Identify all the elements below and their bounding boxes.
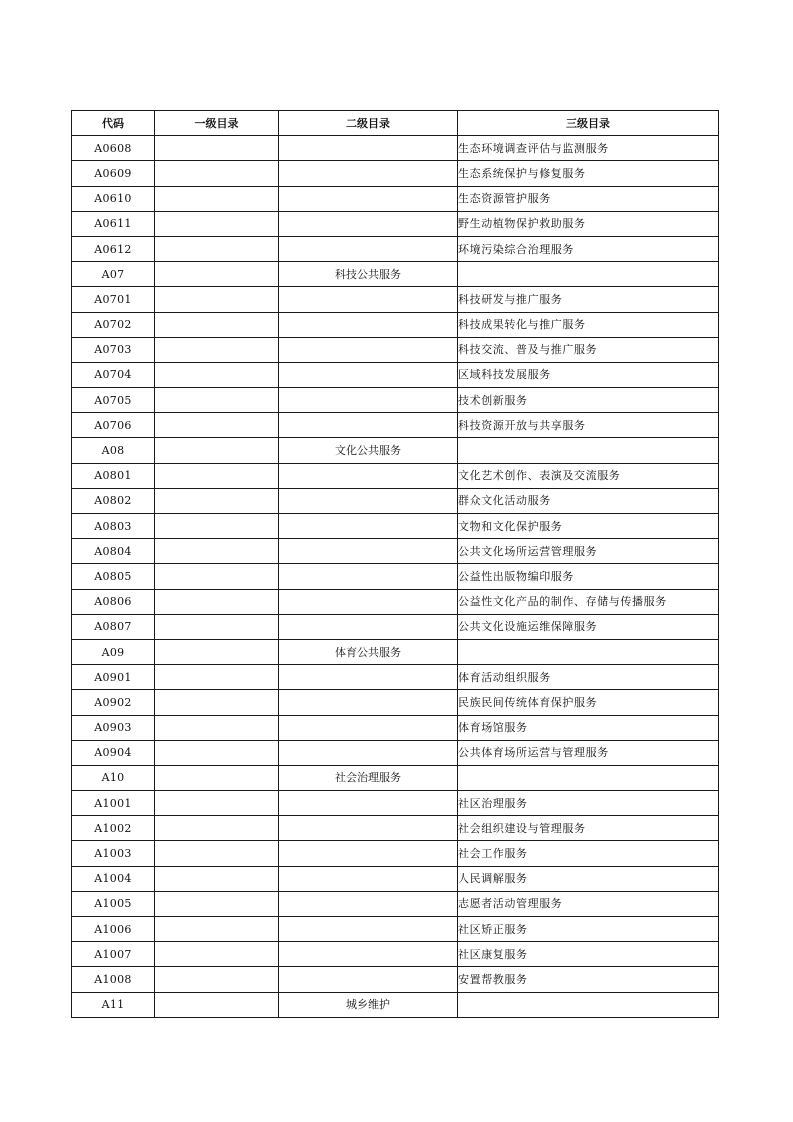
level3-cell: 生态环境调查评估与监测服务 xyxy=(458,136,719,161)
level2-cell xyxy=(279,791,458,816)
level3-cell: 民族民间传统体育保护服务 xyxy=(458,690,719,715)
table-row xyxy=(72,564,719,589)
level3-cell: 环境污染综合治理服务 xyxy=(458,236,719,261)
table-row xyxy=(72,665,719,690)
level1-cell xyxy=(155,211,279,236)
level1-cell xyxy=(155,765,279,790)
level1-cell xyxy=(155,690,279,715)
code-cell: A1004 xyxy=(72,866,155,891)
level3-cell: 野生动植物保护救助服务 xyxy=(458,211,719,236)
level1-cell xyxy=(155,186,279,211)
table-row xyxy=(72,337,719,362)
level1-cell xyxy=(155,589,279,614)
code-cell: A0701 xyxy=(72,287,155,312)
code-cell: A1007 xyxy=(72,942,155,967)
header-row xyxy=(72,111,719,136)
level3-cell: 文物和文化保护服务 xyxy=(458,514,719,539)
code-cell: A0807 xyxy=(72,614,155,639)
level2-cell xyxy=(279,236,458,261)
table-row xyxy=(72,136,719,161)
level3-cell: 科技交流、普及与推广服务 xyxy=(458,337,719,362)
level2-cell xyxy=(279,816,458,841)
table-row xyxy=(72,791,719,816)
level2-cell xyxy=(279,161,458,186)
level3-cell: 群众文化活动服务 xyxy=(458,488,719,513)
code-cell: A0704 xyxy=(72,362,155,387)
level3-cell: 公益性出版物编印服务 xyxy=(458,564,719,589)
code-cell: A0611 xyxy=(72,211,155,236)
code-cell: A0805 xyxy=(72,564,155,589)
level1-cell xyxy=(155,639,279,664)
level3-cell: 科技成果转化与推广服务 xyxy=(458,312,719,337)
table-row xyxy=(72,186,719,211)
header-level2: 二级目录 xyxy=(279,111,458,136)
level3-cell: 人民调解服务 xyxy=(458,866,719,891)
code-cell: A09 xyxy=(72,639,155,664)
level2-cell xyxy=(279,312,458,337)
level2-cell xyxy=(279,866,458,891)
table-row xyxy=(72,690,719,715)
level2-cell xyxy=(279,337,458,362)
header-code: 代码 xyxy=(72,111,155,136)
level1-cell xyxy=(155,514,279,539)
level3-cell xyxy=(458,639,719,664)
table-row xyxy=(72,236,719,261)
level2-cell xyxy=(279,891,458,916)
level2-cell xyxy=(279,589,458,614)
level2-cell xyxy=(279,740,458,765)
table-row xyxy=(72,161,719,186)
level3-cell: 生态资源管护服务 xyxy=(458,186,719,211)
level1-cell xyxy=(155,463,279,488)
level2-cell xyxy=(279,488,458,513)
level2-cell xyxy=(279,211,458,236)
table-row xyxy=(72,942,719,967)
code-cell: A0608 xyxy=(72,136,155,161)
table-header xyxy=(72,111,719,136)
code-cell: A1001 xyxy=(72,791,155,816)
table-row xyxy=(72,992,719,1017)
level2-cell: 城乡维护 xyxy=(279,992,458,1017)
level3-cell: 社会组织建设与管理服务 xyxy=(458,816,719,841)
table-row xyxy=(72,488,719,513)
level2-cell xyxy=(279,690,458,715)
level2-cell xyxy=(279,463,458,488)
level2-cell xyxy=(279,186,458,211)
table-body xyxy=(72,136,719,1018)
level1-cell xyxy=(155,614,279,639)
table-row xyxy=(72,614,719,639)
table-row xyxy=(72,917,719,942)
level3-cell: 生态系统保护与修复服务 xyxy=(458,161,719,186)
level2-cell xyxy=(279,514,458,539)
level3-cell: 安置帮教服务 xyxy=(458,967,719,992)
code-cell: A07 xyxy=(72,262,155,287)
level1-cell xyxy=(155,413,279,438)
level2-cell xyxy=(279,917,458,942)
level1-cell xyxy=(155,539,279,564)
code-cell: A0903 xyxy=(72,715,155,740)
level1-cell xyxy=(155,564,279,589)
level3-cell: 公益性文化产品的制作、存储与传播服务 xyxy=(458,589,719,614)
level3-cell xyxy=(458,438,719,463)
level2-cell xyxy=(279,665,458,690)
table-row xyxy=(72,312,719,337)
level1-cell xyxy=(155,715,279,740)
code-cell: A0804 xyxy=(72,539,155,564)
level3-cell: 科技研发与推广服务 xyxy=(458,287,719,312)
level1-cell xyxy=(155,388,279,413)
code-cell: A0901 xyxy=(72,665,155,690)
level1-cell xyxy=(155,791,279,816)
table-row xyxy=(72,816,719,841)
level3-cell: 公共文化场所运营管理服务 xyxy=(458,539,719,564)
level2-cell xyxy=(279,413,458,438)
table-row xyxy=(72,765,719,790)
level1-cell xyxy=(155,438,279,463)
level3-cell: 体育场馆服务 xyxy=(458,715,719,740)
table-row xyxy=(72,589,719,614)
level1-cell xyxy=(155,488,279,513)
level3-cell: 科技资源开放与共享服务 xyxy=(458,413,719,438)
level1-cell xyxy=(155,262,279,287)
level1-cell xyxy=(155,942,279,967)
level1-cell xyxy=(155,236,279,261)
code-cell: A0705 xyxy=(72,388,155,413)
table-row xyxy=(72,438,719,463)
level3-cell: 志愿者活动管理服务 xyxy=(458,891,719,916)
level2-cell: 社会治理服务 xyxy=(279,765,458,790)
table-row xyxy=(72,740,719,765)
code-cell: A11 xyxy=(72,992,155,1017)
code-cell: A0609 xyxy=(72,161,155,186)
level3-cell: 公共文化设施运维保障服务 xyxy=(458,614,719,639)
table-row xyxy=(72,211,719,236)
code-cell: A0612 xyxy=(72,236,155,261)
code-cell: A1005 xyxy=(72,891,155,916)
table-row xyxy=(72,362,719,387)
level1-cell xyxy=(155,967,279,992)
table-row xyxy=(72,287,719,312)
level3-cell xyxy=(458,262,719,287)
level3-cell: 技术创新服务 xyxy=(458,388,719,413)
table-row xyxy=(72,639,719,664)
table-row xyxy=(72,539,719,564)
level1-cell xyxy=(155,841,279,866)
level2-cell xyxy=(279,388,458,413)
code-cell: A0902 xyxy=(72,690,155,715)
level2-cell xyxy=(279,967,458,992)
level2-cell xyxy=(279,539,458,564)
code-cell: A1002 xyxy=(72,816,155,841)
table-row xyxy=(72,841,719,866)
level2-cell: 文化公共服务 xyxy=(279,438,458,463)
level2-cell xyxy=(279,362,458,387)
code-cell: A10 xyxy=(72,765,155,790)
level3-cell: 社区治理服务 xyxy=(458,791,719,816)
level2-cell xyxy=(279,942,458,967)
level1-cell xyxy=(155,362,279,387)
level2-cell xyxy=(279,614,458,639)
level2-cell xyxy=(279,715,458,740)
code-cell: A1008 xyxy=(72,967,155,992)
table-row xyxy=(72,388,719,413)
code-cell: A1003 xyxy=(72,841,155,866)
header-level1: 一级目录 xyxy=(155,111,279,136)
level3-cell: 文化艺术创作、表演及交流服务 xyxy=(458,463,719,488)
table-row xyxy=(72,413,719,438)
level3-cell: 公共体育场所运营与管理服务 xyxy=(458,740,719,765)
code-cell: A08 xyxy=(72,438,155,463)
level2-cell: 体育公共服务 xyxy=(279,639,458,664)
level3-cell xyxy=(458,765,719,790)
code-cell: A0702 xyxy=(72,312,155,337)
level2-cell xyxy=(279,841,458,866)
level2-cell: 科技公共服务 xyxy=(279,262,458,287)
table-row xyxy=(72,866,719,891)
level1-cell xyxy=(155,891,279,916)
level1-cell xyxy=(155,740,279,765)
header-level3: 三级目录 xyxy=(458,111,719,136)
code-cell: A0806 xyxy=(72,589,155,614)
code-cell: A0904 xyxy=(72,740,155,765)
level2-cell xyxy=(279,136,458,161)
code-cell: A0803 xyxy=(72,514,155,539)
table-row xyxy=(72,262,719,287)
code-cell: A0610 xyxy=(72,186,155,211)
level3-cell: 区域科技发展服务 xyxy=(458,362,719,387)
level1-cell xyxy=(155,816,279,841)
level3-cell: 体育活动组织服务 xyxy=(458,665,719,690)
level3-cell: 社会工作服务 xyxy=(458,841,719,866)
service-catalog-table xyxy=(71,110,719,1018)
code-cell: A0802 xyxy=(72,488,155,513)
level1-cell xyxy=(155,161,279,186)
code-cell: A0706 xyxy=(72,413,155,438)
level1-cell xyxy=(155,992,279,1017)
level2-cell xyxy=(279,287,458,312)
level1-cell xyxy=(155,136,279,161)
code-cell: A1006 xyxy=(72,917,155,942)
level1-cell xyxy=(155,337,279,362)
table-row xyxy=(72,891,719,916)
code-cell: A0801 xyxy=(72,463,155,488)
catalog-page xyxy=(71,110,718,1018)
level1-cell xyxy=(155,287,279,312)
level1-cell xyxy=(155,312,279,337)
table-row xyxy=(72,967,719,992)
level1-cell xyxy=(155,866,279,891)
level2-cell xyxy=(279,564,458,589)
level3-cell: 社区矫正服务 xyxy=(458,917,719,942)
level3-cell: 社区康复服务 xyxy=(458,942,719,967)
code-cell: A0703 xyxy=(72,337,155,362)
table-row xyxy=(72,715,719,740)
table-row xyxy=(72,514,719,539)
level1-cell xyxy=(155,665,279,690)
level1-cell xyxy=(155,917,279,942)
level3-cell xyxy=(458,992,719,1017)
table-row xyxy=(72,463,719,488)
